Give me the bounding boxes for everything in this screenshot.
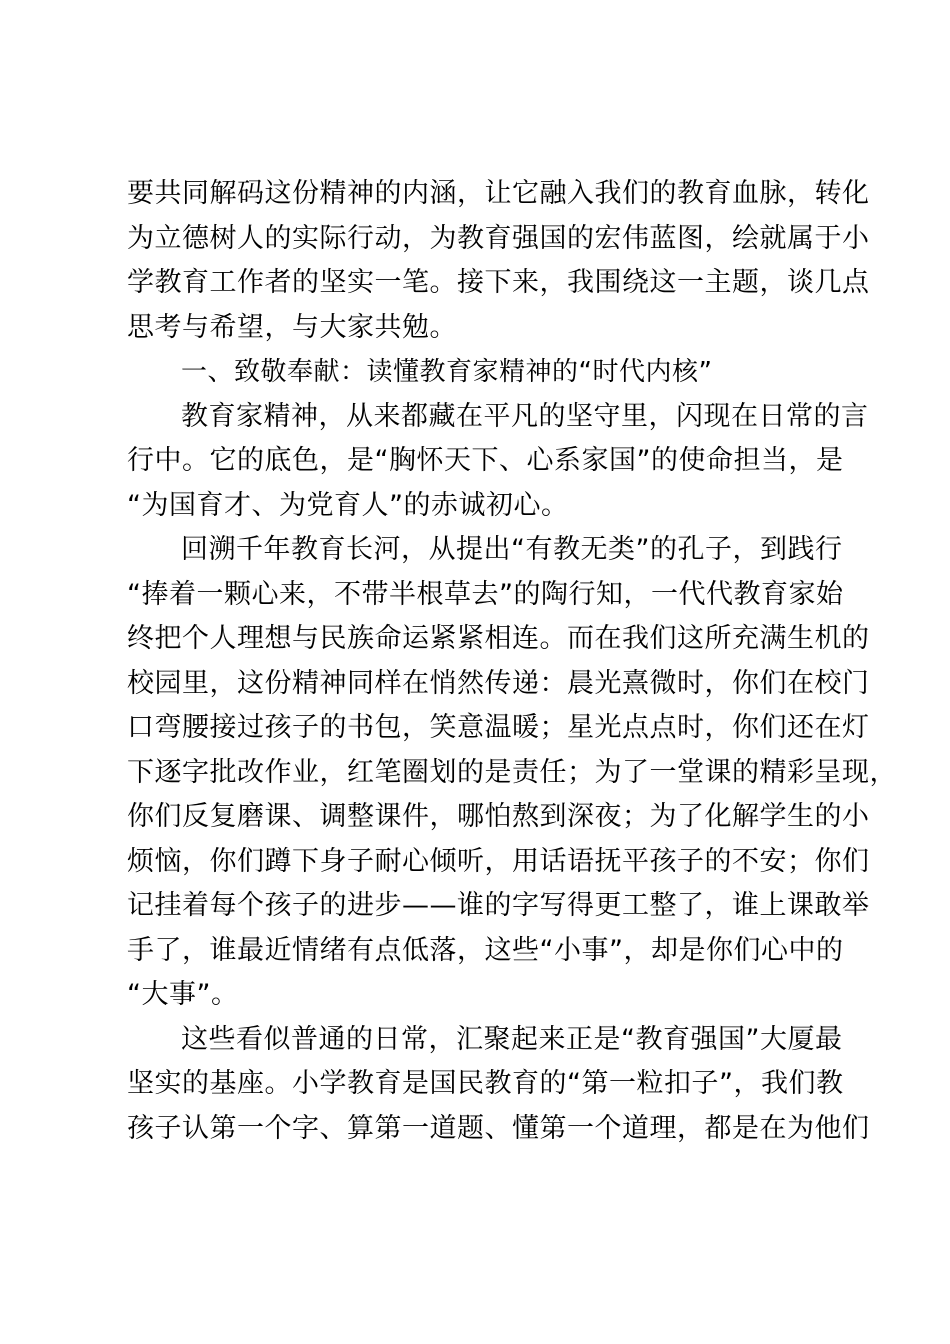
text-line: 烦恼，你们蹲下身子耐心倾听，用话语抚平孩子的不安；你们 [127,845,870,877]
text-line: 校园里，这份精神同样在悄然传递：晨光熹微时，你们在校门 [127,667,870,699]
text-line: 终把个人理想与民族命运紧紧相连。而在我们这所充满生机的 [127,623,870,654]
body-text [127,172,897,1151]
text-line: 思考与希望，与大家共勉。 [127,311,457,343]
text-line: 为立德树人的实际行动，为教育强国的宏伟蓝图，绘就属于小 [127,222,870,254]
text-line: 下逐字批改作业，红笔圈划的是责任；为了一堂课的精彩呈现， [127,756,897,788]
text-line: 你们反复磨课、调整课件，哪怕熬到深夜；为了化解学生的小 [127,801,870,832]
text-line: 坚实的基座。小学教育是国民教育的“第一粒扣子”，我们教 [127,1068,844,1099]
text-line: 要共同解码这份精神的内涵，让它融入我们的教育血脉，转化 [127,178,870,209]
text-line: “捧着一颗心来，不带半根草去”的陶行知，一代代教育家始 [127,578,844,610]
text-line: 记挂着每个孩子的进步——谁的字写得更工整了，谁上课敢举 [127,890,870,921]
text-line: 教育家精神，从来都藏在平凡的坚守里，闪现在日常的言 [181,400,869,432]
text-line: “大事”。 [127,979,239,1010]
text-line: 孩子认第一个字、算第一道题、懂第一个道理，都是在为他们 [127,1112,870,1144]
text-line: 行中。它的底色，是“胸怀天下、心系家国”的使命担当，是 [127,445,844,476]
text-line: 回溯千年教育长河，从提出“有教无类”的孔子，到践行 [181,534,843,565]
text-line: 手了，谁最近情绪有点低落，这些“小事”，却是你们心中的 [127,934,844,966]
text-line: 口弯腰接过孩子的书包，笑意温暖；星光点点时，你们还在灯 [127,712,870,743]
text-line: 这些看似普通的日常，汇聚起来正是“教育强国”大厦最 [181,1023,843,1055]
text-line: 学教育工作者的坚实一笔。接下来，我围绕这一主题，谈几点 [127,267,870,298]
section-heading: 一、致敬奉献：读懂教育家精神的“时代内核” [181,357,713,387]
text-line: “为国育才、为党育人”的赤诚初心。 [127,489,569,521]
